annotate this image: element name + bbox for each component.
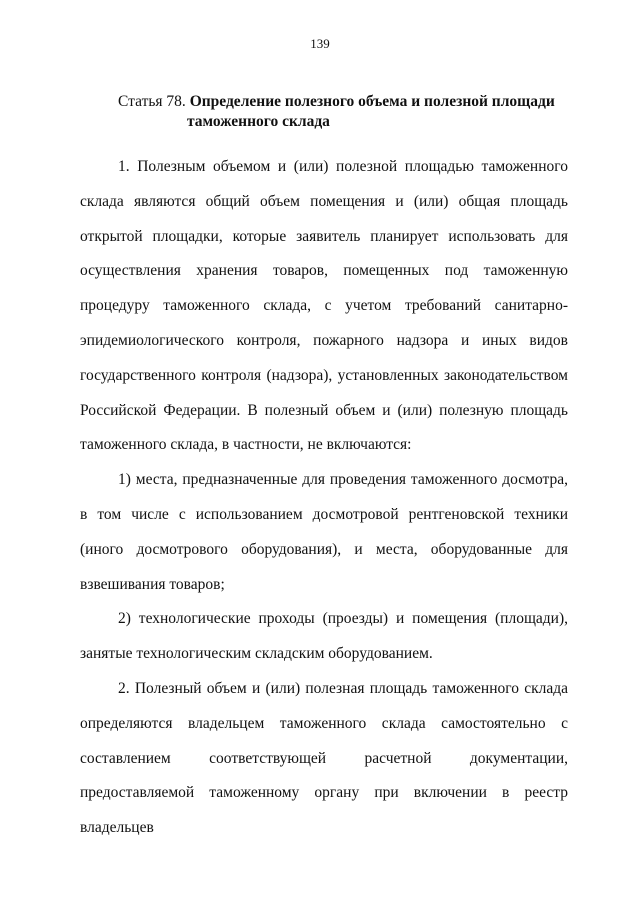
article-label: Статья 78.	[118, 93, 186, 110]
article-body	[80, 150, 568, 846]
paragraph-2: 2. Полезный объем и (или) полезная площадь таможенного склада определяются владельцем таможенного склада самостоятельно с составлением соответствующей расчетной документации, предоставляемой таможенному органу при включении в реестр владельцев	[80, 679, 568, 837]
page-number: 139	[310, 36, 330, 51]
article-title-line2: таможенного склада	[187, 113, 330, 130]
article-title-line1: Определение полезного объема и полезной площади	[189, 93, 555, 110]
article-heading	[118, 92, 588, 132]
paragraph-1-item-2: 2) технологические проходы (проезды) и помещения (площади), занятые технологическим складским оборудованием.	[80, 610, 568, 663]
paragraph-1: 1. Полезным объемом и (или) полезной площадью таможенного склада являются общий объем помещения и (или) общая площадь открытой площадки, которые заявитель планирует использовать для осуществления хранения товаров, помещенных под таможенную процедуру таможенного склада, с учетом требований санитарно-эпидемиологического контроля, пожарного надзора и иных видов государственного контроля (надзора), установленных законодательством Российской Федерации. В полезный объем и (или) полезную площадь таможенного склада, в частности, не включаются:	[80, 158, 568, 454]
paragraph-1-item-1: 1) места, предназначенные для проведения таможенного досмотра, в том числе с использованием досмотровой рентгеновской техники (иного досмотрового оборудования), и места, оборудованные для взвешивания товаров;	[80, 471, 568, 593]
